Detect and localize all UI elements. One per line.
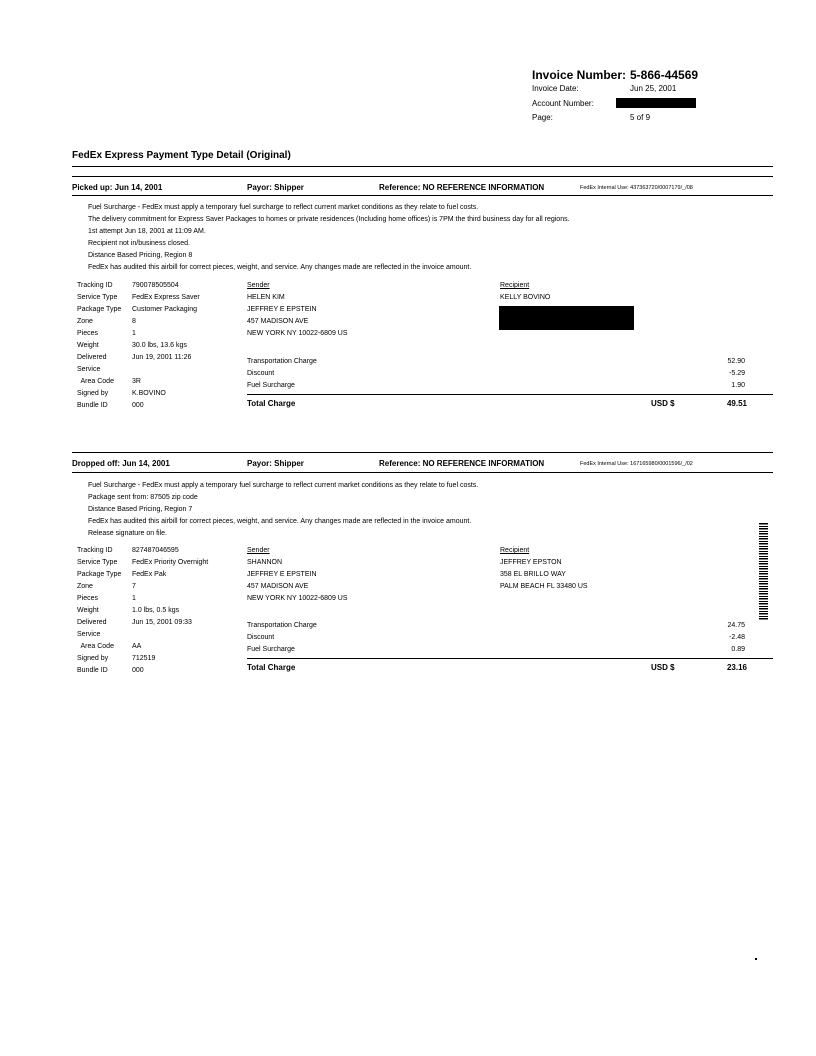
detail-value: 8 bbox=[132, 318, 136, 325]
shipment-1-charges bbox=[247, 356, 745, 392]
detail-value: 000 bbox=[132, 667, 144, 674]
detail-value: 3R bbox=[132, 378, 141, 385]
sender-line: SHANNON bbox=[247, 559, 283, 566]
shipment-1-total: 49.51 bbox=[726, 399, 747, 408]
sender-line: 457 MADISON AVE bbox=[247, 318, 309, 325]
detail-value: 827487046595 bbox=[132, 547, 179, 554]
charge-label: Discount bbox=[247, 634, 275, 641]
shipment-1-reference: Reference: NO REFERENCE INFORMATION bbox=[379, 183, 545, 192]
detail-label: Package Type bbox=[77, 571, 122, 578]
sender-line: NEW YORK NY 10022-6809 US bbox=[247, 330, 348, 337]
note: Recipient not in/business closed. bbox=[88, 240, 190, 247]
note: FedEx has audited this airbill for correct pieces, weight, and service. Any changes made are reflected in the invoice amount. bbox=[88, 264, 472, 271]
recipient-label: Recipient bbox=[500, 547, 530, 554]
note: Distance Based Pricing, Region 8 bbox=[88, 252, 193, 259]
invoice-number-label: Invoice Number: bbox=[532, 68, 627, 82]
note: Fuel Surcharge - FedEx must apply a temporary fuel surcharge to reflect current market conditions as they relate to fuel costs. bbox=[88, 204, 479, 211]
shipment-2-total: 23.16 bbox=[726, 663, 747, 672]
note: 1st attempt Jun 18, 2001 at 11:09 AM. bbox=[88, 228, 206, 235]
charge-label: Transportation Charge bbox=[247, 358, 317, 365]
detail-label: Tracking ID bbox=[77, 282, 113, 289]
detail-label: Area Code bbox=[77, 643, 114, 650]
recipient-line: KELLY BOVINO bbox=[500, 294, 551, 301]
charge-amount: 1.90 bbox=[731, 382, 745, 389]
invoice-number: 5-866-44569 bbox=[630, 68, 699, 82]
sender-line: 457 MADISON AVE bbox=[247, 583, 309, 590]
shipment-2-notes bbox=[88, 480, 478, 540]
recipient-line: JEFFREY EPSTON bbox=[500, 559, 562, 566]
sender-label: Sender bbox=[247, 282, 270, 289]
shipment-2-charges bbox=[247, 620, 745, 656]
detail-value: Jun 15, 2001 09:33 bbox=[132, 619, 192, 626]
recipient-line: PALM BEACH FL 33480 US bbox=[500, 583, 588, 590]
shipment-2-sender bbox=[247, 545, 348, 605]
page-number: 5 of 9 bbox=[630, 113, 651, 122]
shipment-2-total-rule bbox=[247, 658, 773, 659]
shipment-1-header-rule bbox=[72, 195, 773, 196]
detail-label: Bundle ID bbox=[77, 402, 108, 409]
detail-label: Service bbox=[77, 631, 101, 638]
sender-line: HELEN KIM bbox=[247, 294, 285, 301]
shipment-2-total-label: Total Charge bbox=[247, 663, 296, 672]
recipient-line: 358 EL BRILLO WAY bbox=[500, 571, 566, 578]
shipment-2-payor: Payor: Shipper bbox=[247, 459, 304, 468]
note: Fuel Surcharge - FedEx must apply a temporary fuel surcharge to reflect current market conditions as they relate to fuel costs. bbox=[88, 482, 479, 489]
charge-amount: 24.75 bbox=[727, 622, 745, 629]
detail-value: 1.0 lbs, 0.5 kgs bbox=[132, 607, 180, 614]
shipment-2-details bbox=[77, 545, 208, 677]
sender-line: JEFFREY E EPSTEIN bbox=[247, 571, 317, 578]
detail-value: Customer Packaging bbox=[132, 306, 197, 313]
detail-value: 000 bbox=[132, 402, 144, 409]
sender-line: NEW YORK NY 10022-6809 US bbox=[247, 595, 348, 602]
detail-label: Weight bbox=[77, 342, 99, 349]
shipment-1-internal-use: FedEx Internal Use: 437363720/0007179/_/08 bbox=[580, 185, 693, 191]
shipment-1-currency: USD $ bbox=[651, 399, 675, 408]
shipment-1-sender bbox=[247, 280, 348, 340]
detail-label: Signed by bbox=[77, 655, 109, 662]
page-label: Page: bbox=[532, 113, 553, 122]
shipment-1-total-rule bbox=[247, 394, 773, 395]
note: Release signature on file. bbox=[88, 530, 167, 537]
detail-label: Zone bbox=[77, 583, 93, 590]
shipment-2-recipient bbox=[500, 545, 588, 593]
detail-value: Jun 19, 2001 11:26 bbox=[132, 354, 192, 361]
detail-value: AA bbox=[132, 643, 142, 650]
detail-label: Service Type bbox=[77, 559, 118, 566]
detail-label: Delivered bbox=[77, 619, 107, 626]
charge-label: Fuel Surcharge bbox=[247, 382, 295, 389]
shipment-1-details bbox=[77, 280, 200, 412]
note: The delivery commitment for Express Saver Packages to homes or private residences (Including home offices) is 7PM the third business day for all regions. bbox=[88, 216, 570, 223]
shipment-2-header-rule bbox=[72, 472, 773, 473]
note: Distance Based Pricing, Region 7 bbox=[88, 506, 193, 513]
note: Package sent from: 87505 zip code bbox=[88, 494, 198, 501]
detail-value: 7 bbox=[132, 583, 136, 590]
detail-value: K.BOVINO bbox=[132, 390, 166, 397]
shipment-1-top-rule bbox=[72, 176, 773, 177]
page-mark bbox=[755, 958, 757, 960]
detail-value: 790078505504 bbox=[132, 282, 179, 289]
detail-label: Signed by bbox=[77, 390, 109, 397]
shipment-1-total-label: Total Charge bbox=[247, 399, 296, 408]
charge-label: Fuel Surcharge bbox=[247, 646, 295, 653]
charge-label: Discount bbox=[247, 370, 275, 377]
charge-amount: -5.29 bbox=[729, 370, 745, 377]
sender-line: JEFFREY E EPSTEIN bbox=[247, 306, 317, 313]
detail-label: Package Type bbox=[77, 306, 122, 313]
shipment-2-date: Dropped off: Jun 14, 2001 bbox=[72, 459, 170, 468]
detail-label: Zone bbox=[77, 318, 93, 325]
detail-label: Area Code bbox=[77, 378, 114, 385]
shipment-2-internal-use: FedEx Internal Use: 167165980/0001596/_/02 bbox=[580, 461, 693, 467]
shipment-2-top-rule bbox=[72, 452, 773, 453]
barcode-image bbox=[759, 523, 768, 620]
shipment-1-recipient bbox=[500, 280, 550, 304]
recipient-redaction bbox=[499, 306, 634, 330]
charge-amount: 52.90 bbox=[727, 358, 745, 365]
detail-label: Bundle ID bbox=[77, 667, 108, 674]
detail-value: FedEx Express Saver bbox=[132, 294, 200, 301]
shipment-1-notes bbox=[88, 202, 570, 274]
shipment-1-payor: Payor: Shipper bbox=[247, 183, 304, 192]
shipment-2-currency: USD $ bbox=[651, 663, 675, 672]
shipment-1-date: Picked up: Jun 14, 2001 bbox=[72, 183, 163, 192]
recipient-label: Recipient bbox=[500, 282, 530, 289]
detail-label: Weight bbox=[77, 607, 99, 614]
page-title: FedEx Express Payment Type Detail (Original) bbox=[72, 150, 291, 161]
charge-amount: 0.89 bbox=[731, 646, 745, 653]
sender-label: Sender bbox=[247, 547, 270, 554]
invoice-date: Jun 25, 2001 bbox=[630, 84, 677, 93]
detail-label: Tracking ID bbox=[77, 547, 113, 554]
detail-label: Pieces bbox=[77, 595, 99, 602]
detail-label: Service Type bbox=[77, 294, 118, 301]
shipment-2-reference: Reference: NO REFERENCE INFORMATION bbox=[379, 459, 545, 468]
detail-label: Delivered bbox=[77, 354, 107, 361]
invoice-date-label: Invoice Date: bbox=[532, 84, 579, 93]
detail-label: Service bbox=[77, 366, 101, 373]
detail-value: FedEx Priority Overnight bbox=[132, 559, 209, 566]
detail-value: 30.0 lbs, 13.6 kgs bbox=[132, 342, 187, 349]
detail-value: FedEx Pak bbox=[132, 571, 167, 578]
title-rule bbox=[72, 166, 773, 167]
detail-value: 1 bbox=[132, 595, 136, 602]
account-number-redaction bbox=[616, 98, 696, 108]
note: FedEx has audited this airbill for correct pieces, weight, and service. Any changes made are reflected in the invoice amount. bbox=[88, 518, 472, 525]
account-number-label: Account Number: bbox=[532, 99, 594, 108]
charge-label: Transportation Charge bbox=[247, 622, 317, 629]
detail-value: 712519 bbox=[132, 655, 156, 662]
detail-value: 1 bbox=[132, 330, 136, 337]
detail-label: Pieces bbox=[77, 330, 99, 337]
charge-amount: -2.48 bbox=[729, 634, 745, 641]
